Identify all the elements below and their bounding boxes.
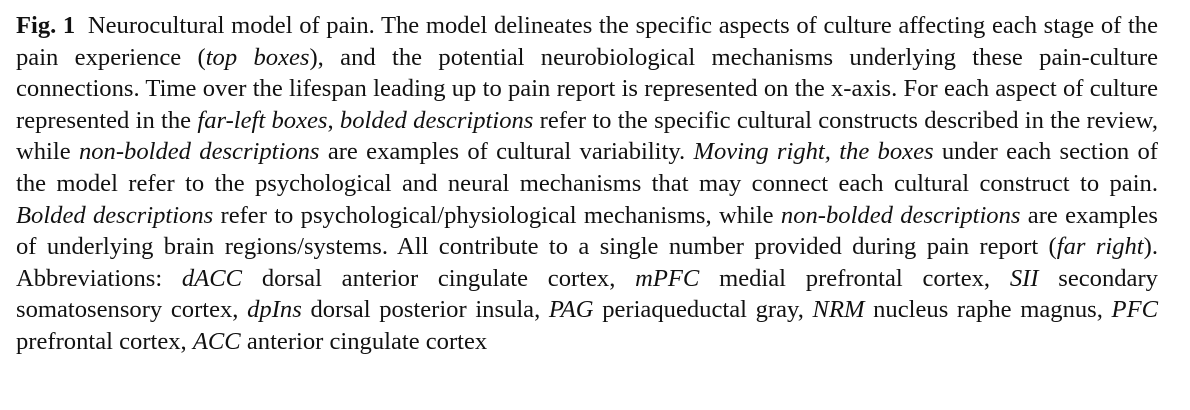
caption-emphasis: far right bbox=[1056, 233, 1144, 261]
caption-text: are examples of underlying brain regions/systems. All contribute to a single number provided during pain report ( bbox=[16, 201, 1158, 261]
caption-text: anterior cingulate cortex bbox=[240, 327, 488, 355]
caption-text: , bbox=[327, 106, 340, 134]
caption-text: prefrontal cortex, bbox=[16, 327, 193, 355]
caption-emphasis: non-bolded descriptions bbox=[780, 201, 1021, 229]
caption-text: ). Abbreviations: bbox=[16, 233, 1158, 292]
abbreviation-pfc: PFC bbox=[1111, 296, 1158, 324]
caption-emphasis: non-bolded descriptions bbox=[78, 138, 320, 166]
caption-text: are examples of cultural variability. bbox=[319, 138, 694, 166]
caption-text: periaqueductal gray, bbox=[593, 296, 813, 324]
caption-text: Neurocultural model of pain. The model delineates the specific aspects of culture affecting each stage of the pain experience ( bbox=[16, 12, 1158, 71]
abbreviation-nrm: NRM bbox=[812, 296, 865, 324]
caption-text: nucleus raphe magnus, bbox=[864, 296, 1112, 324]
caption-text: secondary somatosensory cortex, bbox=[16, 264, 1158, 324]
figure-caption bbox=[16, 10, 1158, 358]
abbreviation-sii: SII bbox=[1009, 264, 1039, 292]
caption-emphasis: far-left boxes bbox=[197, 106, 328, 134]
abbreviation-pag: PAG bbox=[548, 296, 594, 324]
abbreviation-dpins: dpIns bbox=[247, 296, 302, 324]
caption-emphasis: Bolded descriptions bbox=[16, 201, 214, 229]
caption-text: ), and the potential neurobiological mechanisms underlying these pain-culture connections. Time over the lifespan leading up to pain report is represented on the x-axis. For each aspect of culture represented in the bbox=[16, 43, 1158, 134]
caption-emphasis: top boxes bbox=[205, 43, 310, 71]
caption-text: refer to the specific cultural constructs described in the review, while bbox=[16, 106, 1158, 166]
caption-text: dorsal posterior insula, bbox=[301, 296, 549, 324]
figure-label: Fig. 1 bbox=[16, 12, 76, 39]
abbreviation-mpfc: mPFC bbox=[635, 264, 700, 292]
caption-text: medial prefrontal cortex, bbox=[699, 264, 1010, 292]
caption-emphasis: Moving right, the boxes bbox=[693, 138, 934, 166]
caption-emphasis: bolded descriptions bbox=[339, 106, 534, 134]
abbreviation-acc: ACC bbox=[192, 327, 241, 355]
caption-text: refer to psychological/physiological mechanisms, while bbox=[213, 201, 781, 229]
abbreviation-dacc: dACC bbox=[181, 264, 243, 292]
caption-text: dorsal anterior cingulate cortex, bbox=[242, 264, 636, 292]
caption-text: under each section of the model refer to the psychological and neural mechanisms that may connect each cultural construct to pain. bbox=[16, 138, 1158, 197]
